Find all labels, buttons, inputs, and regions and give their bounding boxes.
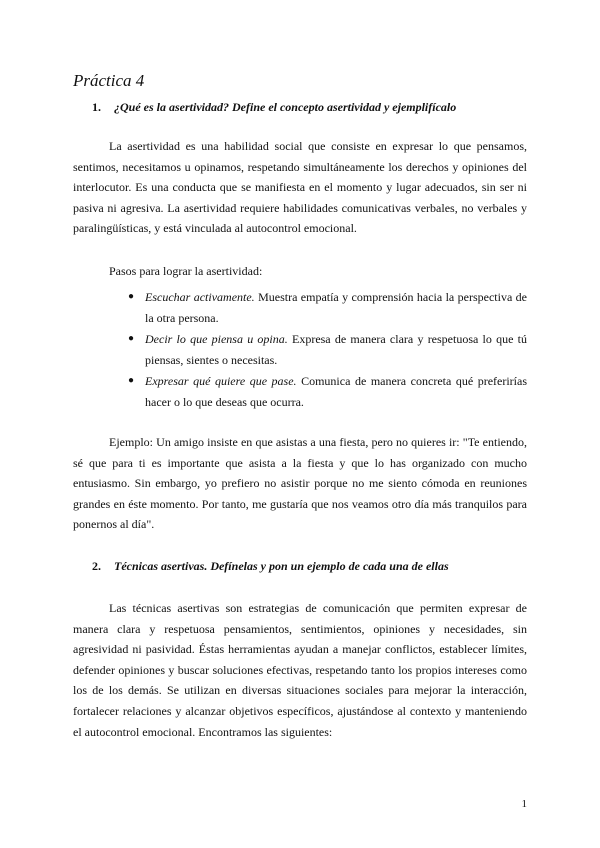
section-2-number: 2.	[92, 559, 101, 573]
step-term: Expresar qué quiere que pase.	[145, 374, 297, 389]
example-paragraph: Ejemplo: Un amigo insiste en que asistas a una fiesta, pero no quieres ir: "Te entiendo, sé que para ti es importante que asista a la fiesta y que lo has organizado con mucho entusiasmo. Sin embargo, yo prefiero no asistir porque no me siento cómoda en reuniones grandes en éste momento. Por tanto, me gustaría que nos veamos otro día más tranquilos para ponernos al día".	[73, 435, 527, 532]
step-text: Comunica de manera concreta qué preferirías hacer o lo que deseas que ocurra.	[145, 374, 527, 409]
section-2-heading-text: Técnicas asertivas. Defínelas y pon un ejemplo de cada una de ellas	[114, 559, 449, 573]
step-term: Escuchar activamente.	[145, 290, 255, 304]
list-item	[128, 287, 527, 328]
section-1-number: 1.	[92, 100, 101, 114]
page-number: 1	[521, 798, 527, 810]
steps-list	[128, 287, 527, 414]
step-text: Expresa de manera clara y respetuosa lo que tú piensas, sientes o necesitas.	[145, 332, 527, 367]
section-2-heading	[92, 559, 449, 574]
section-2-paragraph: Las técnicas asertivas son estrategias de comunicación que permiten expresar de manera clara y respetuosa pensamientos, sentimientos, opiniones y necesidades, sin agresividad ni pasividad. Éstas herramientas ayudan a manejar conflictos, establecer límites, defender opiniones y buscar soluciones efectivas, respetando tanto los propios intereses como los de los demás. Se utilizan en diversas situaciones sociales para mejorar la interacción, fortalecer relaciones y alcanzar objetivos específicos, ajustándose al contexto y manteniendo el autocontrol emocional. Encontramos las siguientes:	[73, 601, 527, 739]
bullet-icon: ●	[128, 375, 135, 387]
bullet-icon: ●	[128, 333, 135, 345]
step-text: Muestra empatía y comprensión hacia la perspectiva de la otra persona.	[145, 290, 527, 325]
steps-intro: Pasos para lograr la asertividad:	[109, 264, 263, 278]
list-item	[128, 329, 527, 370]
section-1-heading-text: ¿Qué es la asertividad? Define el concepto asertividad y ejemplifícalo	[114, 100, 457, 114]
section-1-heading	[92, 100, 456, 115]
bullet-icon: ●	[128, 291, 135, 302]
section-1-paragraph: La asertividad es una habilidad social que consiste en expresar lo que pensamos, sentimos, necesitamos u opinamos, respetando simultáneamente los derechos y opiniones del interlocutor. Es una conducta que se manifiesta en el momento y lugar adecuados, sin ser ni pasiva ni agresiva. La asertividad requiere habilidades comunicativas verbales, no verbales y paralingüísticas, y está vinculada al autocontrol emocional.	[73, 139, 527, 236]
step-term: Decir lo que piensa u opina.	[145, 332, 288, 347]
page-title: Práctica 4	[73, 71, 145, 90]
list-item	[128, 371, 527, 412]
